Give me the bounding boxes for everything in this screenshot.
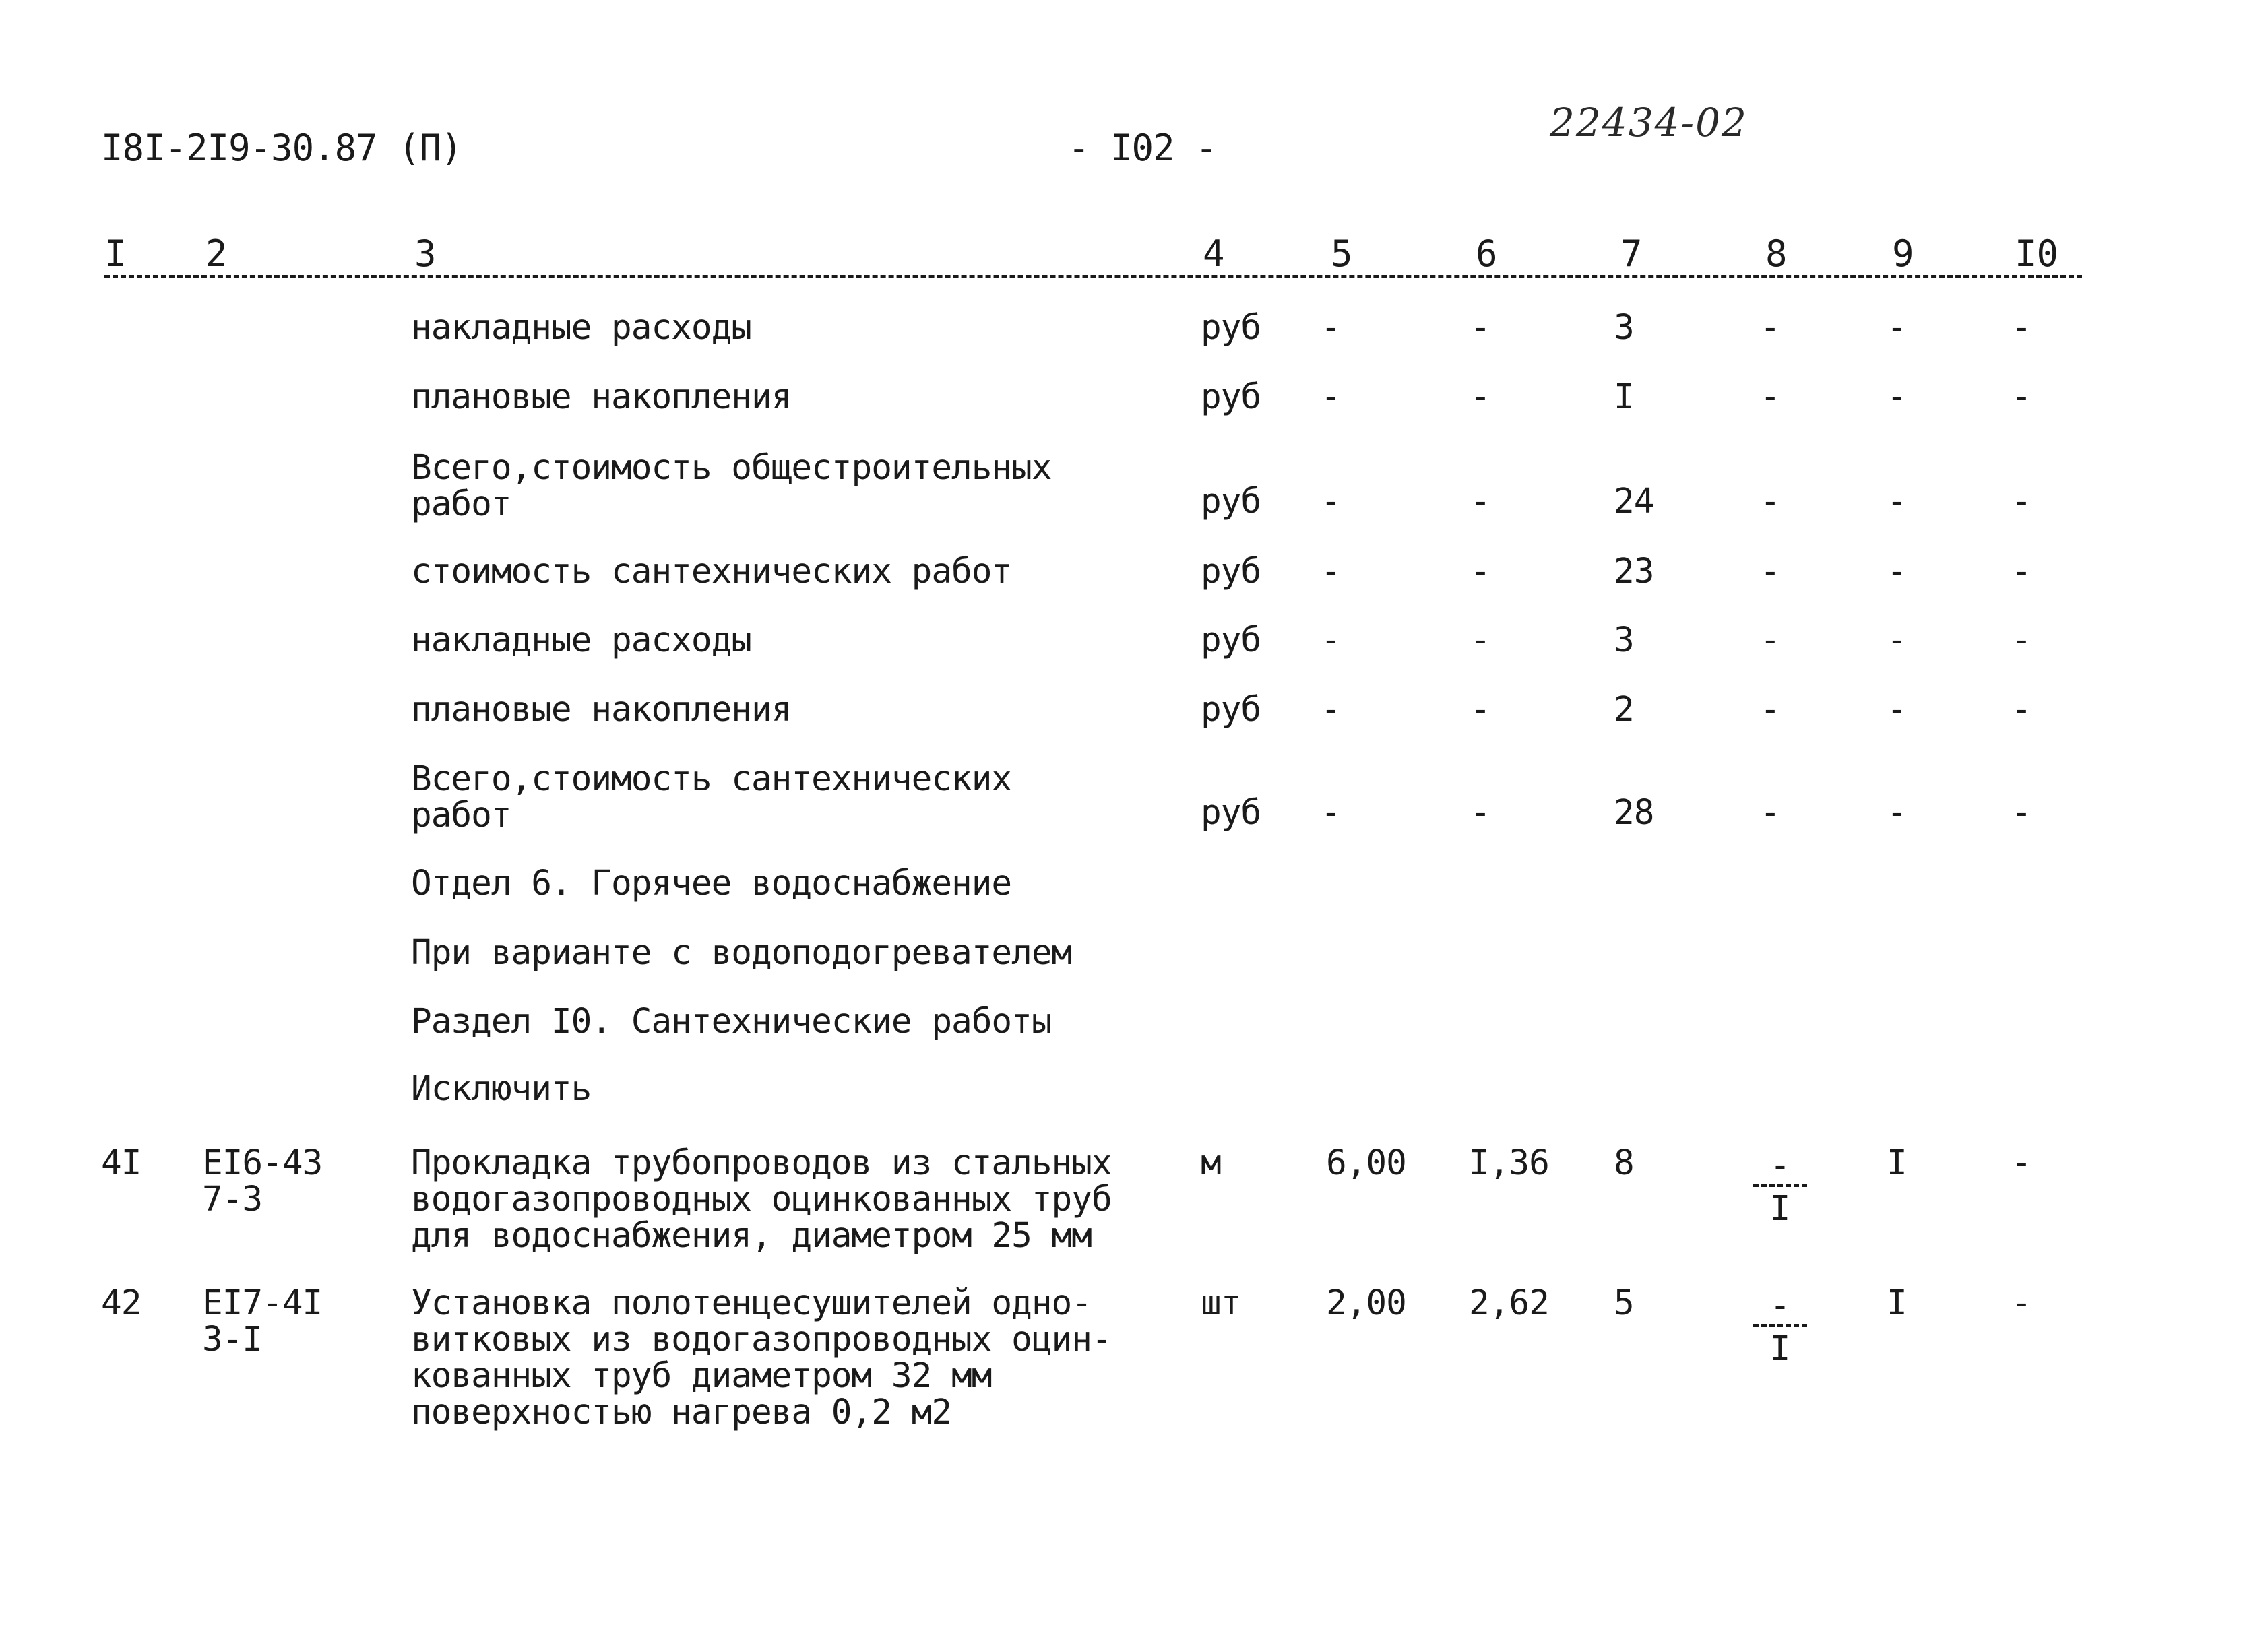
row-col7: 3 (1614, 620, 1634, 660)
column-header-6: 6 (1476, 232, 1498, 275)
item-number: 4I (101, 1143, 141, 1183)
row-col8: - (1760, 482, 1780, 521)
row-unit: руб (1201, 552, 1261, 591)
row-col5: - (1321, 620, 1341, 660)
fraction-numerator: - (1753, 1288, 1807, 1327)
row-unit: руб (1201, 482, 1261, 521)
item-col9: I (1887, 1283, 1907, 1323)
row-col6: - (1470, 793, 1490, 833)
row-description: Всего,стоимость общестроительных работ (411, 448, 1052, 524)
row-col5: - (1321, 482, 1341, 521)
item-quantity: 6,00 (1326, 1143, 1406, 1183)
header-rule (104, 275, 2082, 278)
section-exclude: Исключить (411, 1069, 592, 1109)
item-col10: - (2011, 1283, 2031, 1323)
row-description: накладные расходы (411, 308, 751, 348)
row-unit: руб (1201, 620, 1261, 660)
row-col10: - (2011, 690, 2031, 730)
item-code: EI7-4I 3-I (202, 1283, 323, 1360)
column-header-1: I (104, 232, 127, 275)
row-col8: - (1760, 690, 1780, 730)
row-col5: - (1321, 690, 1341, 730)
row-description: плановые накопления (411, 690, 792, 730)
row-col5: - (1321, 377, 1341, 417)
row-unit: руб (1201, 690, 1261, 730)
row-col10: - (2011, 308, 2031, 348)
item-col6: I,36 (1469, 1143, 1549, 1183)
row-col7: 28 (1614, 793, 1654, 833)
row-col7: 2 (1614, 690, 1634, 730)
item-quantity: 2,00 (1326, 1283, 1406, 1323)
column-header-8: 8 (1765, 232, 1788, 275)
column-header-10: I0 (2015, 232, 2059, 275)
row-col9: - (1887, 690, 1907, 730)
row-col10: - (2011, 793, 2031, 833)
row-col7: I (1614, 377, 1634, 417)
row-description: стоимость сантехнических работ (411, 552, 1012, 591)
item-code: EI6-43 7-3 (202, 1143, 323, 1219)
row-col6: - (1470, 620, 1490, 660)
row-col7: 23 (1614, 552, 1654, 591)
item-col7: 5 (1614, 1283, 1634, 1323)
item-unit: шт (1201, 1283, 1241, 1323)
row-col6: - (1470, 690, 1490, 730)
row-col8: - (1760, 308, 1780, 348)
item-unit: м (1201, 1143, 1221, 1183)
row-col6: - (1470, 377, 1490, 417)
row-col6: - (1470, 552, 1490, 591)
column-header-5: 5 (1331, 232, 1353, 275)
row-col9: - (1887, 308, 1907, 348)
row-col9: - (1887, 552, 1907, 591)
row-col9: - (1887, 482, 1907, 521)
row-col10: - (2011, 552, 2031, 591)
section-variant: При варианте с водоподогревателем (411, 933, 1072, 973)
row-col9: - (1887, 377, 1907, 417)
row-col8: - (1760, 377, 1780, 417)
row-col5: - (1321, 308, 1341, 348)
inventory-number: 22434-02 (1550, 100, 1748, 146)
fraction-denominator: I (1769, 1329, 1791, 1369)
fraction-denominator: I (1769, 1189, 1791, 1229)
column-header-4: 4 (1203, 232, 1225, 275)
document-code: I8I-2I9-30.87 (П) (101, 127, 462, 169)
column-header-9: 9 (1892, 232, 1914, 275)
item-description: Установка полотенцесушителей одно- витковых из водогазопроводных оцин- кованных труб диаметром 32 мм поверхностью нагрева 0,2 м2 (411, 1283, 1112, 1432)
row-col10: - (2011, 377, 2031, 417)
row-unit: руб (1201, 377, 1261, 417)
row-col10: - (2011, 482, 2031, 521)
row-col5: - (1321, 552, 1341, 591)
row-col6: - (1470, 308, 1490, 348)
row-unit: руб (1201, 793, 1261, 833)
row-description: Всего,стоимость сантехнических работ (411, 759, 1012, 835)
item-col6: 2,62 (1469, 1283, 1549, 1323)
item-col10: - (2011, 1143, 2031, 1183)
item-col9: I (1887, 1143, 1907, 1183)
row-col7: 3 (1614, 308, 1634, 348)
row-col10: - (2011, 620, 2031, 660)
row-description: накладные расходы (411, 620, 751, 660)
row-col9: - (1887, 793, 1907, 833)
fraction-numerator: - (1753, 1148, 1807, 1187)
item-col7: 8 (1614, 1143, 1634, 1183)
item-description: Прокладка трубопроводов из стальных водогазопроводных оцинкованных труб для водоснабжения, диаметром 25 мм (411, 1143, 1112, 1256)
column-header-7: 7 (1620, 232, 1643, 275)
item-col8-fraction (1753, 1148, 1807, 1227)
row-unit: руб (1201, 308, 1261, 348)
item-number: 42 (101, 1283, 141, 1323)
row-col5: - (1321, 793, 1341, 833)
row-col8: - (1760, 793, 1780, 833)
row-col6: - (1470, 482, 1490, 521)
row-col8: - (1760, 620, 1780, 660)
row-col9: - (1887, 620, 1907, 660)
column-header-2: 2 (206, 232, 228, 275)
column-header-3: 3 (414, 232, 437, 275)
row-description: плановые накопления (411, 377, 792, 417)
row-col7: 24 (1614, 482, 1654, 521)
item-col8-fraction (1753, 1288, 1807, 1368)
section-department: Отдел 6. Горячее водоснабжение (411, 864, 1012, 903)
page-number: - I02 - (1068, 127, 1217, 169)
section-part: Раздел I0. Сантехнические работы (411, 1002, 1052, 1042)
row-col8: - (1760, 552, 1780, 591)
